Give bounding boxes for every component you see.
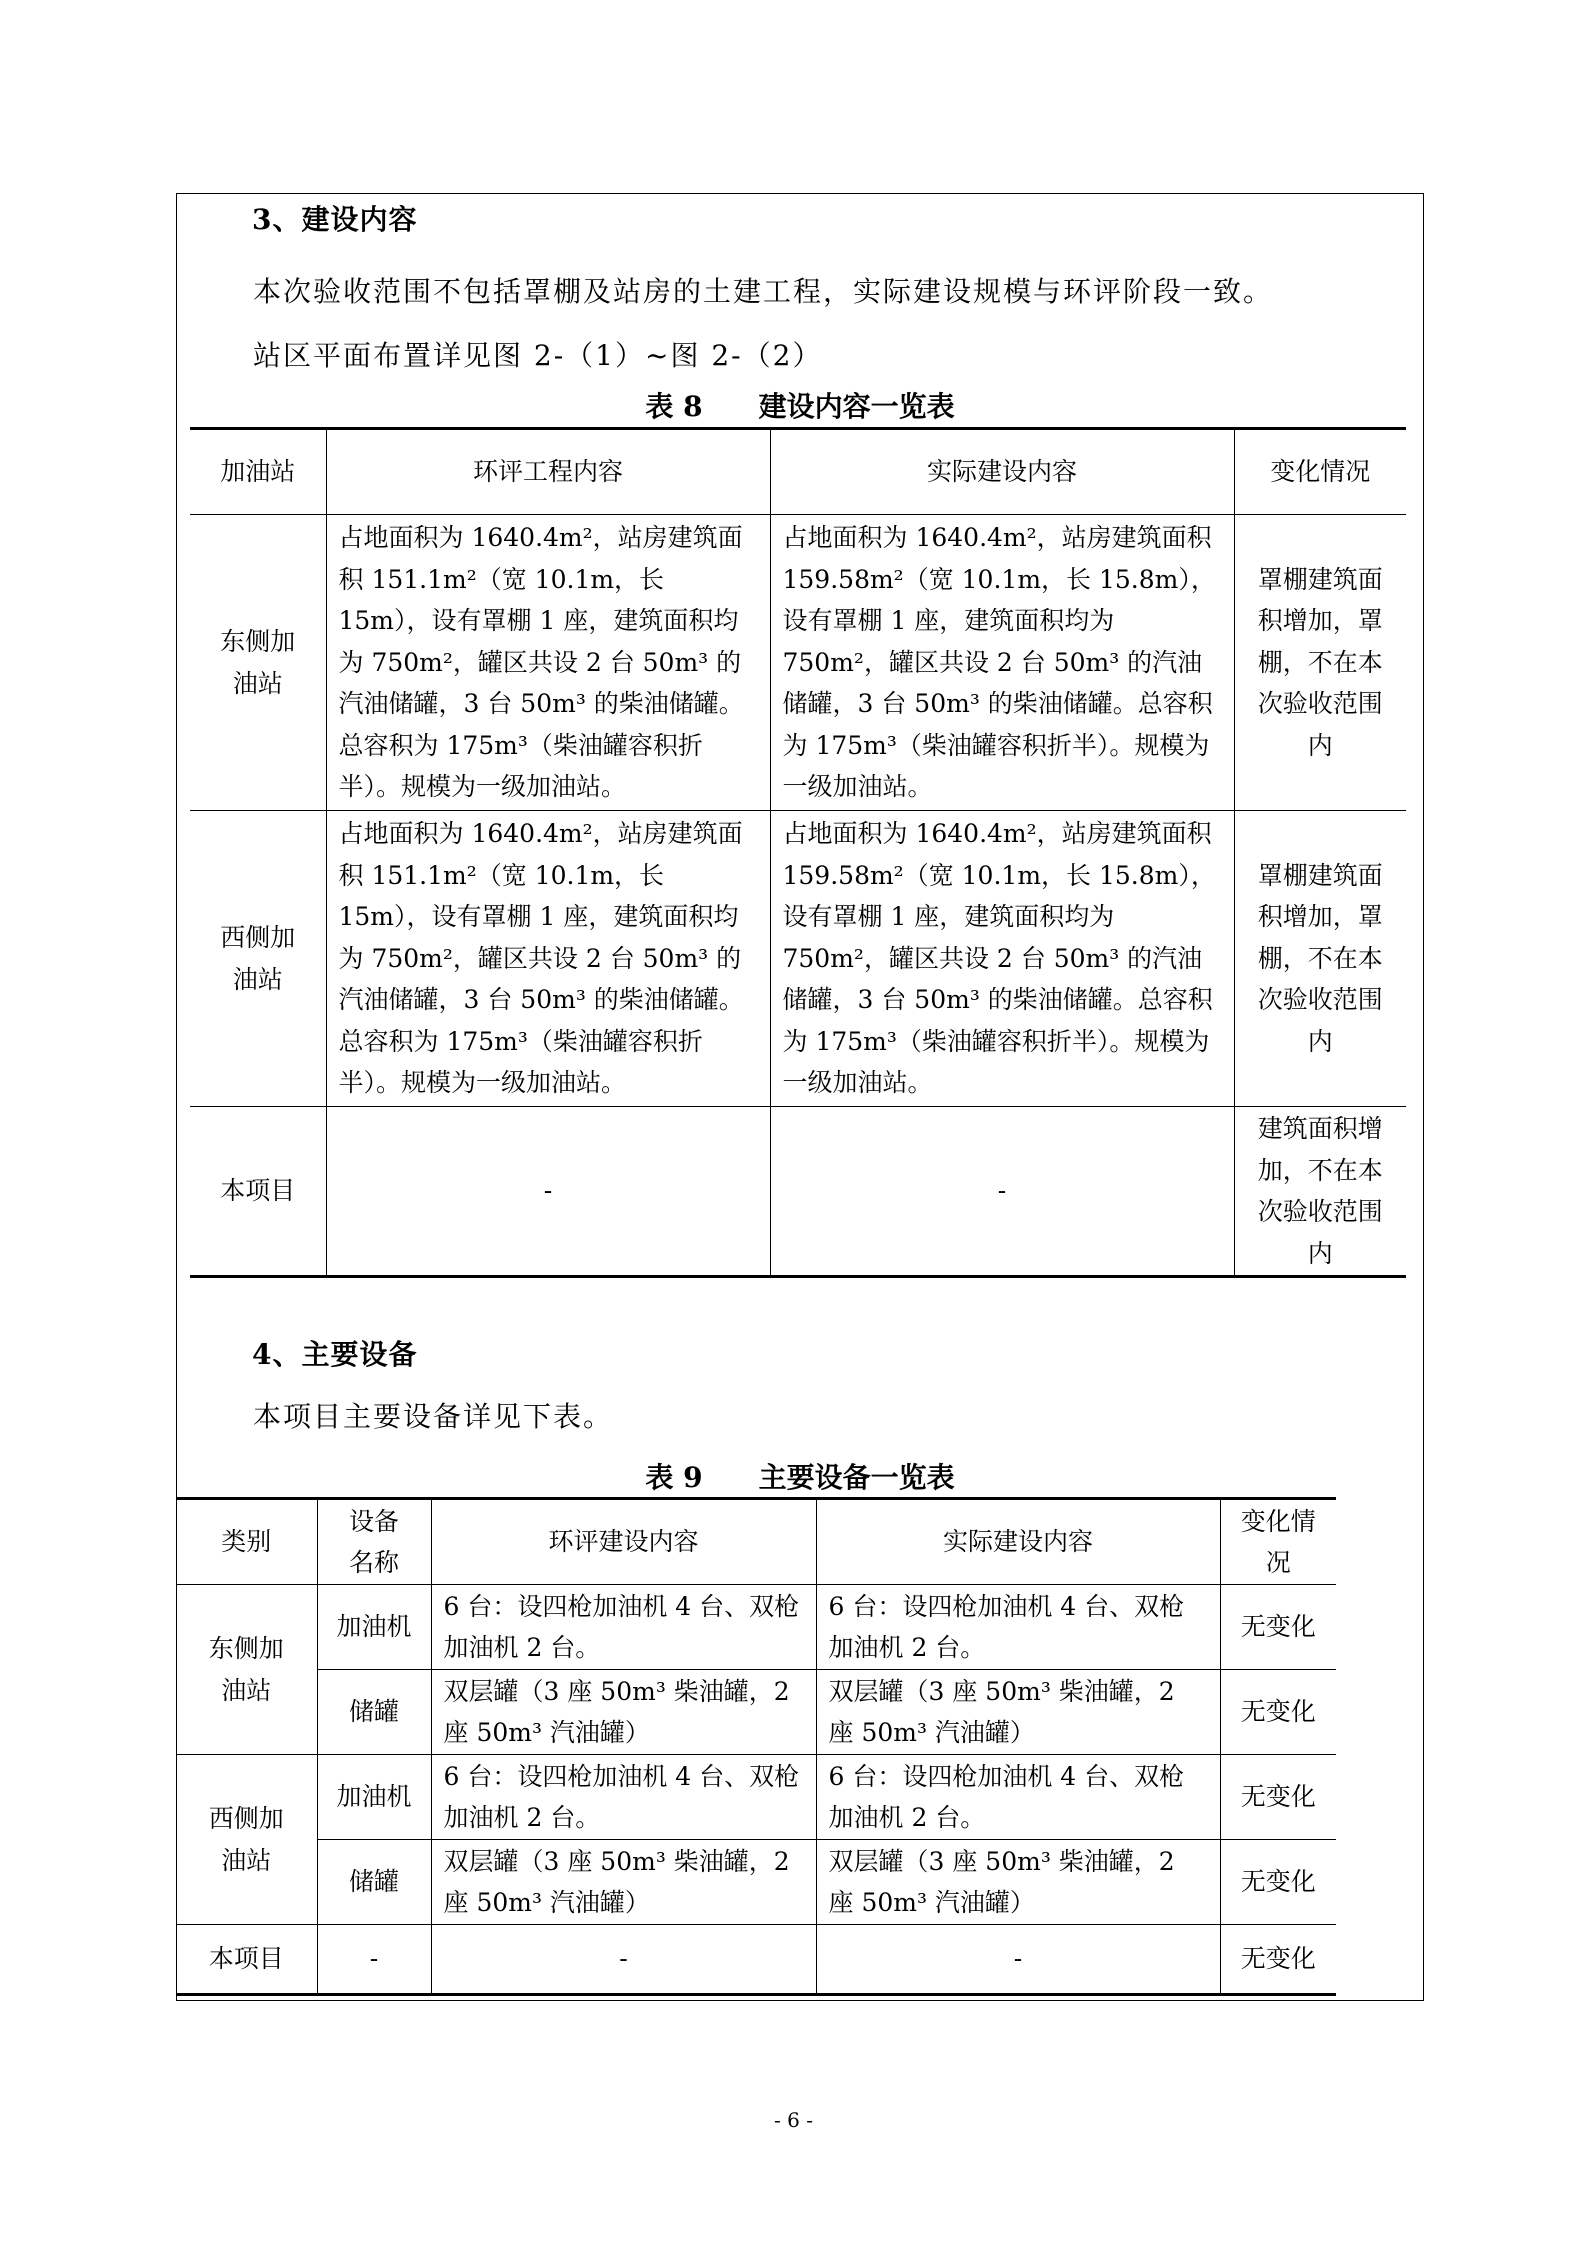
device-name-cell: 储罐 (317, 1670, 431, 1755)
table-9-main-equipment (176, 1497, 1336, 1996)
eia-content-cell: 双层罐（3 座 50m³ 柴油罐，2 座 50m³ 汽油罐） (431, 1670, 816, 1755)
table-9-caption (176, 1456, 1424, 1496)
header-station: 加油站 (190, 429, 326, 515)
change-cell: 罩棚建筑面积增加，罩棚，不在本次验收范围内 (1234, 515, 1406, 811)
section-4-paragraph: 本项目主要设备详见下表。 (253, 1400, 614, 1433)
actual-content-cell: 双层罐（3 座 50m³ 柴油罐，2 座 50m³ 汽油罐） (816, 1670, 1220, 1755)
actual-content-cell: - (816, 1925, 1220, 1995)
eia-content-cell: 6 台：设四枪加油机 4 台、双枪加油机 2 台。 (431, 1585, 816, 1670)
table-row (176, 1840, 1336, 1925)
table-row (176, 1585, 1336, 1670)
section-3-layout-note: 站区平面布置详见图 2-（1）~图 2-（2） (253, 339, 823, 372)
section-3-paragraph: 本次验收范围不包括罩棚及站房的土建工程，实际建设规模与环评阶段一致。 (253, 275, 1274, 308)
change-cell: 无变化 (1220, 1585, 1336, 1670)
section-4-heading: 4、主要设备 (252, 1338, 418, 1371)
table-9-number: 表 9 (645, 1461, 703, 1494)
header-change: 变化情况 (1220, 1499, 1336, 1585)
device-name-cell: 加油机 (317, 1755, 431, 1840)
station-cell: 西侧加油站 (190, 811, 326, 1107)
station-cell: 东侧加油站 (190, 515, 326, 811)
table-8-construction-content (190, 427, 1406, 1278)
category-cell: 西侧加油站 (176, 1755, 317, 1925)
change-cell: 无变化 (1220, 1840, 1336, 1925)
actual-content-cell: 占地面积为 1640.4m²，站房建筑面积 159.58m²（宽 10.1m，长 15.8m），设有罩棚 1 座，建筑面积均为 750m²，罐区共设 2 台 50m³ 的汽油储罐，3 台 50m³ 的柴油储罐。总容积为 175m³（柴油罐容积折半）。规模为一级加油站。 (770, 811, 1234, 1107)
page-number: - 6 - (774, 2108, 813, 2132)
header-actual-content: 实际建设内容 (770, 429, 1234, 515)
eia-content-cell: - (326, 1107, 770, 1277)
header-change: 变化情况 (1234, 429, 1406, 515)
table-row (176, 1670, 1336, 1755)
actual-content-cell: - (770, 1107, 1234, 1277)
change-cell: 无变化 (1220, 1925, 1336, 1995)
change-cell: 罩棚建筑面积增加，罩棚，不在本次验收范围内 (1234, 811, 1406, 1107)
table-row (190, 1107, 1406, 1277)
actual-content-cell: 6 台：设四枪加油机 4 台、双枪加油机 2 台。 (816, 1585, 1220, 1670)
change-cell: 无变化 (1220, 1670, 1336, 1755)
table-8-caption (176, 385, 1424, 425)
actual-content-cell: 占地面积为 1640.4m²，站房建筑面积 159.58m²（宽 10.1m，长 15.8m），设有罩棚 1 座，建筑面积均为 750m²，罐区共设 2 台 50m³ 的汽油储罐，3 台 50m³ 的柴油储罐。总容积为 175m³（柴油罐容积折半）。规模为一级加油站。 (770, 515, 1234, 811)
eia-content-cell: 双层罐（3 座 50m³ 柴油罐，2 座 50m³ 汽油罐） (431, 1840, 816, 1925)
category-cell: 东侧加油站 (176, 1585, 317, 1755)
header-device-name: 设备名称 (317, 1499, 431, 1585)
device-name-cell: - (317, 1925, 431, 1995)
table-header-row (176, 1499, 1336, 1585)
table-row (190, 515, 1406, 811)
section-3-heading: 3、建设内容 (252, 203, 418, 236)
table-header-row (190, 429, 1406, 515)
table-8-title: 建设内容一览表 (758, 390, 955, 423)
table-row (176, 1755, 1336, 1840)
header-eia-content: 环评建设内容 (431, 1499, 816, 1585)
actual-content-cell: 双层罐（3 座 50m³ 柴油罐，2 座 50m³ 汽油罐） (816, 1840, 1220, 1925)
device-name-cell: 储罐 (317, 1840, 431, 1925)
header-category: 类别 (176, 1499, 317, 1585)
eia-content-cell: 占地面积为 1640.4m²，站房建筑面积 151.1m²（宽 10.1m，长 15m），设有罩棚 1 座，建筑面积均为 750m²，罐区共设 2 台 50m³ 的汽油储罐，3 台 50m³ 的柴油储罐。总容积为 175m³（柴油罐容积折半）。规模为一级加油站。 (326, 515, 770, 811)
table-8-number: 表 8 (645, 390, 703, 423)
eia-content-cell: - (431, 1925, 816, 1995)
table-row (176, 1925, 1336, 1995)
header-eia-content: 环评工程内容 (326, 429, 770, 515)
table-row (190, 811, 1406, 1107)
category-cell: 本项目 (176, 1925, 317, 1995)
actual-content-cell: 6 台：设四枪加油机 4 台、双枪加油机 2 台。 (816, 1755, 1220, 1840)
station-cell: 本项目 (190, 1107, 326, 1277)
device-name-cell: 加油机 (317, 1585, 431, 1670)
change-cell: 建筑面积增加，不在本次验收范围内 (1234, 1107, 1406, 1277)
eia-content-cell: 占地面积为 1640.4m²，站房建筑面积 151.1m²（宽 10.1m，长 15m），设有罩棚 1 座，建筑面积均为 750m²，罐区共设 2 台 50m³ 的汽油储罐，3 台 50m³ 的柴油储罐。总容积为 175m³（柴油罐容积折半）。规模为一级加油站。 (326, 811, 770, 1107)
change-cell: 无变化 (1220, 1755, 1336, 1840)
eia-content-cell: 6 台：设四枪加油机 4 台、双枪加油机 2 台。 (431, 1755, 816, 1840)
header-actual-content: 实际建设内容 (816, 1499, 1220, 1585)
table-9-title: 主要设备一览表 (758, 1461, 955, 1494)
